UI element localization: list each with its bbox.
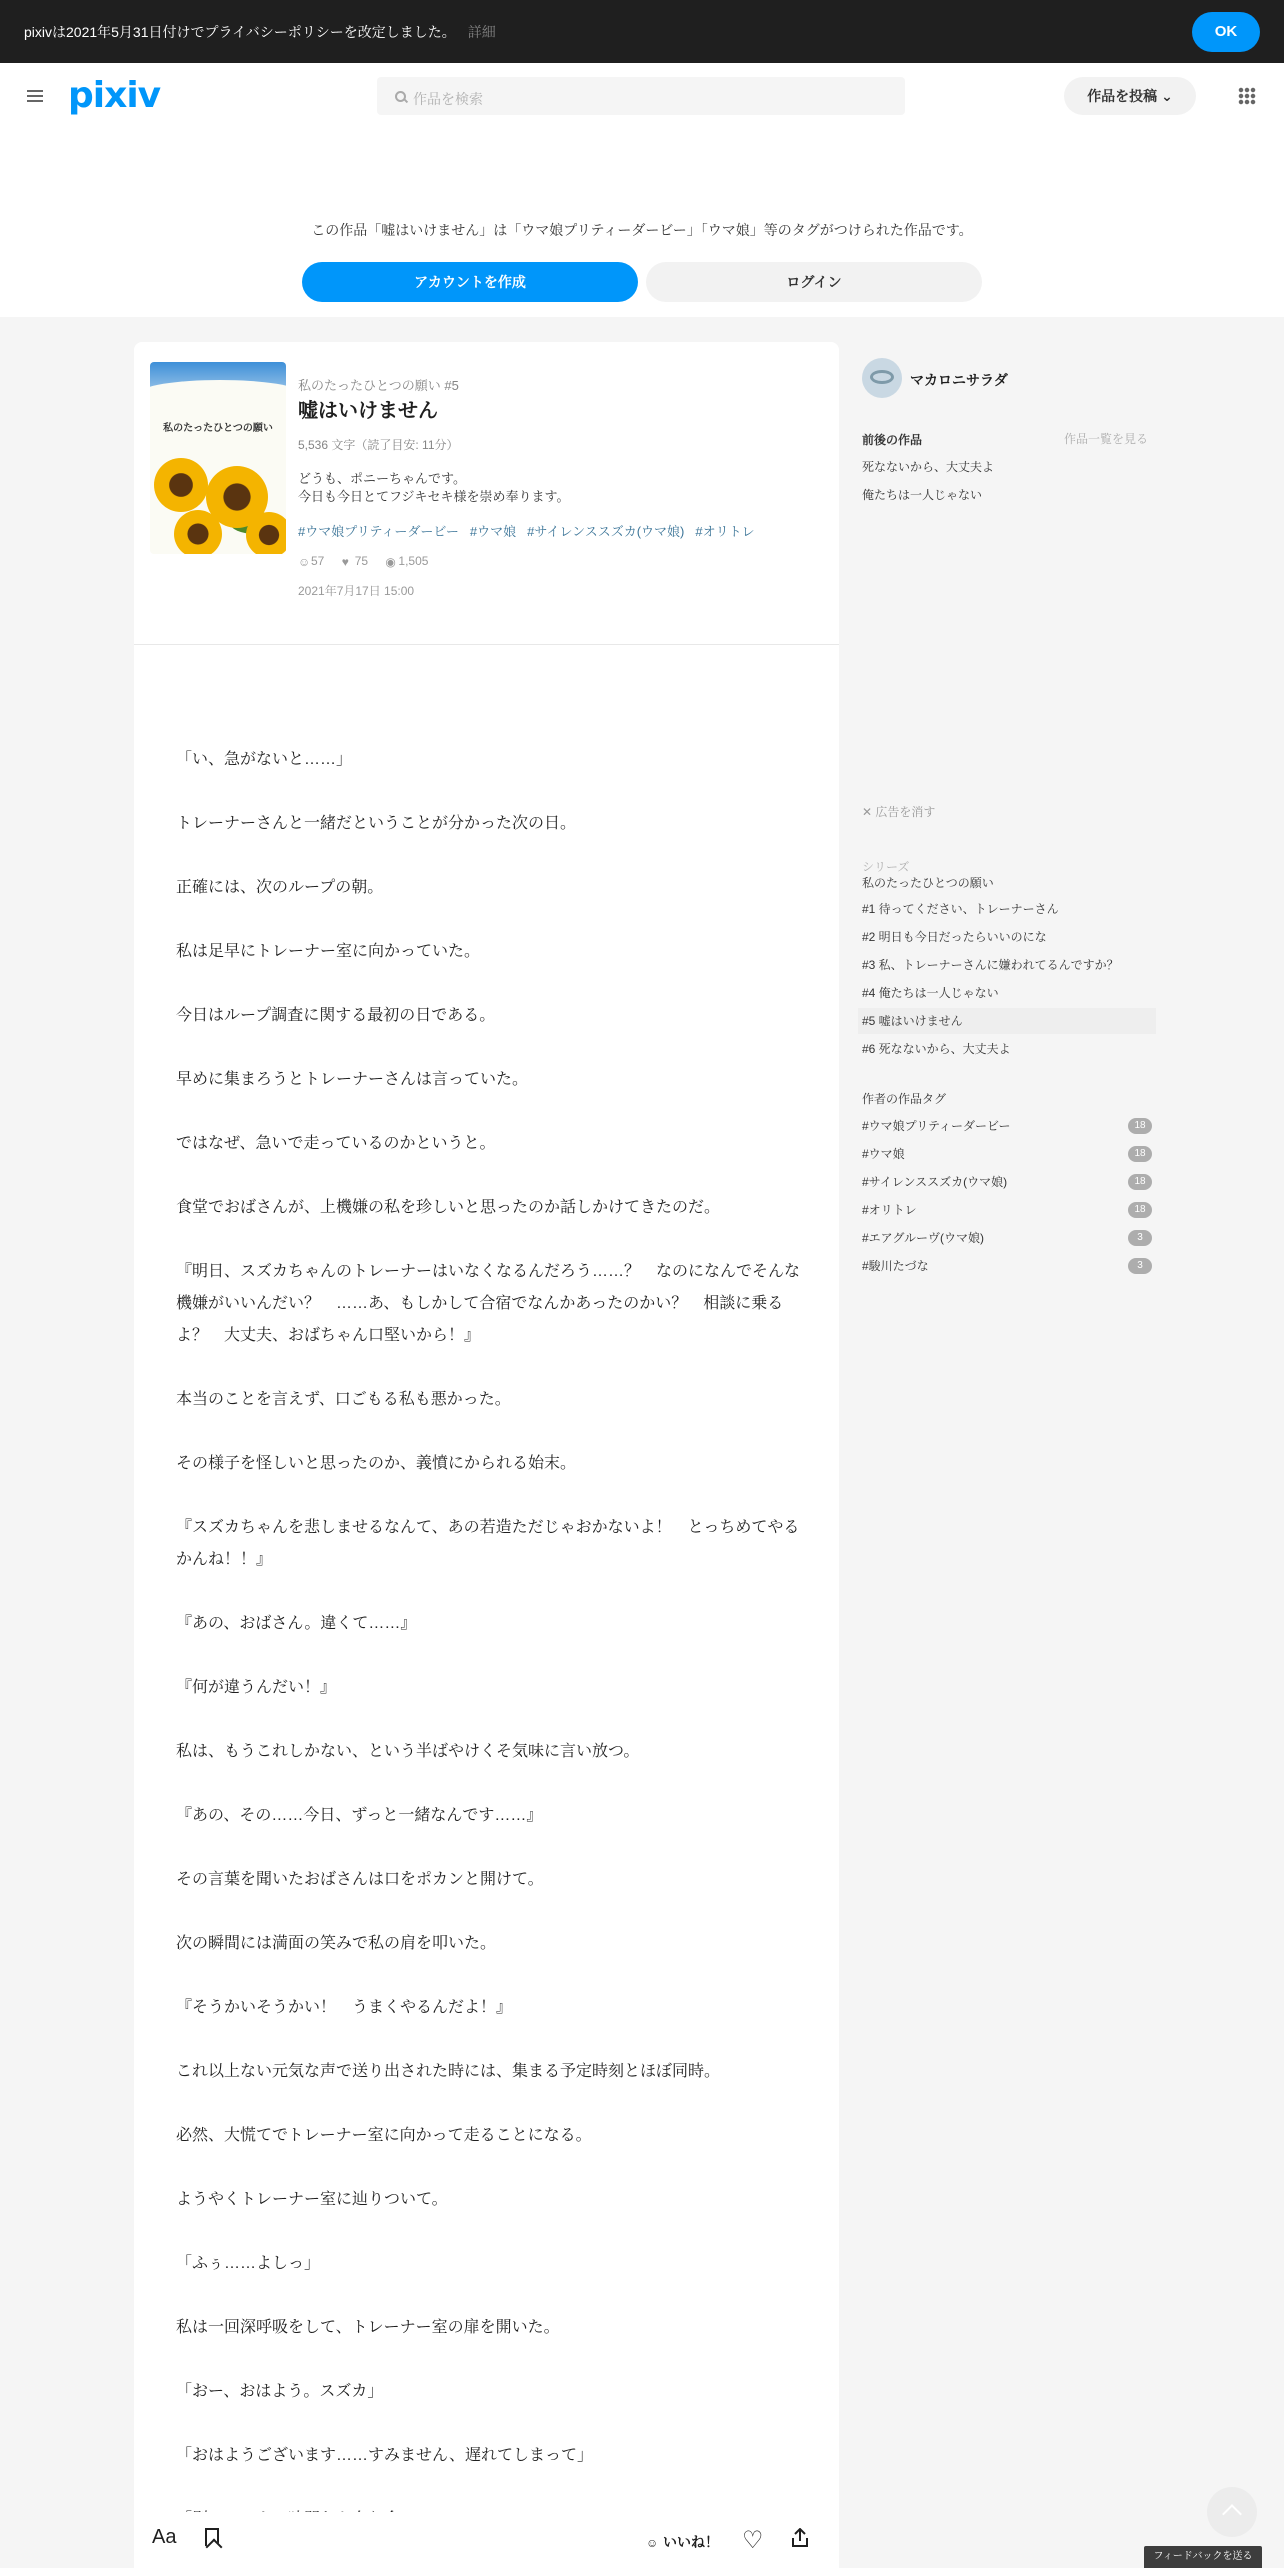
tag-link[interactable]: #オリトレ: [695, 524, 755, 539]
author-tag-row[interactable]: [862, 1173, 1152, 1193]
view-count: [385, 554, 428, 568]
author-tag-row[interactable]: [862, 1201, 1152, 1221]
author-tag-name: #ウマ娘プリティーダービー: [862, 1119, 1011, 1133]
notice-message: pixivは2021年5月31日付けでプライバシーポリシーを改定しました。: [24, 24, 456, 40]
search-input[interactable]: [377, 77, 905, 115]
series-link[interactable]: 私のたったひとつの願い #5: [298, 378, 459, 393]
series-episode[interactable]: #2 明日も今日だったらいいのにな: [862, 930, 1047, 944]
author-tag-name: #ウマ娘: [862, 1147, 905, 1161]
post-date: 2021年7月17日 15:00: [298, 584, 415, 598]
tag-count-badge: 3: [1128, 1258, 1152, 1274]
body-paragraph: 本当のことを言えず、口ごもる私も悪かった。: [176, 1391, 511, 1408]
body-paragraph: 今日はループ調査に関する最初の日である。: [176, 1007, 496, 1024]
series-episode[interactable]: #3 私、トレーナーさんに嫌われてるんですか？: [862, 958, 1119, 972]
author-tags-heading: 作者の作品タグ: [862, 1092, 947, 1106]
word-count: 5,536 文字（読了目安: 11分）: [298, 438, 459, 452]
heart-icon: ♥: [341, 555, 349, 569]
post-work-button[interactable]: [1064, 77, 1196, 115]
body-paragraph: ようやくトレーナー室に辿りついて。: [176, 2191, 448, 2208]
prev-work-link[interactable]: 死なないから、大丈夫よ: [862, 460, 995, 474]
body-paragraph: トレーナーさんと一緒だということが分かった次の日。: [176, 815, 577, 832]
create-account-button[interactable]: アカウントを作成: [302, 262, 638, 302]
body-paragraph: 早めに集まろうとトレーナーさんは言っていた。: [176, 1071, 529, 1088]
view-count-value: 1,505: [398, 554, 429, 568]
body-paragraph: 私は、もうこれしかない、という半ばやけくそ気味に言い放つ。: [176, 1743, 640, 1760]
privacy-notice-text: [24, 22, 496, 42]
cover-title: 私のたったひとつの願い: [163, 423, 273, 434]
series-name-link[interactable]: 私のたったひとつの願い: [862, 876, 994, 890]
body-paragraph: 『スズカちゃんを悲しませるなんて、あの若造ただじゃおかないよ！ とっちめてやるかんね！！』: [176, 1519, 800, 1568]
body-paragraph: 私は足早にトレーナー室に向かっていた。: [176, 943, 481, 960]
author-tag-name: #駿川たづな: [862, 1259, 929, 1273]
login-button[interactable]: ログイン: [646, 262, 982, 302]
like-count-value: 57: [311, 554, 325, 568]
bookmark-count-value: 75: [354, 554, 369, 568]
tag-count-badge: 18: [1128, 1146, 1152, 1162]
novel-cover-image[interactable]: [150, 362, 286, 554]
signup-promo: [0, 129, 1284, 317]
author-tag-row[interactable]: [862, 1117, 1152, 1137]
cover-sunflower: [174, 510, 222, 554]
bookmark-icon[interactable]: [205, 2528, 219, 2546]
search-icon: [395, 91, 406, 102]
tag-count-badge: 3: [1128, 1230, 1152, 1246]
novel-body: [176, 744, 812, 2568]
description-line: どうも、ポニーちゃんです。: [298, 471, 466, 486]
series-label: シリーズ: [862, 860, 910, 874]
scroll-to-top-button[interactable]: [1207, 2487, 1257, 2537]
body-paragraph: 「ふぅ……よしっ」: [176, 2255, 321, 2272]
like-count: [298, 554, 324, 568]
author-tag-name: #オリトレ: [862, 1203, 917, 1217]
body-paragraph: 「おー、おはよう。スズカ」: [176, 2383, 384, 2400]
font-settings-button[interactable]: Aa: [152, 2526, 177, 2548]
heart-icon[interactable]: ♡: [742, 2527, 764, 2554]
author-avatar[interactable]: [862, 358, 902, 398]
novel-description: [298, 470, 569, 506]
apps-grid-icon[interactable]: [1238, 87, 1256, 105]
body-paragraph: 私は一回深呼吸をして、トレーナー室の扉を開いた。: [176, 2319, 560, 2336]
body-paragraph: 食堂でおばさんが、上機嫌の私を珍しいと思ったのか話しかけてきたのだ。: [176, 1199, 721, 1216]
smile-icon: ☺: [298, 555, 311, 569]
author-tag-name: #サイレンススズカ(ウマ娘): [862, 1175, 1008, 1189]
cover-cloud: [150, 380, 286, 406]
body-paragraph: これ以上ない元気な声で送り出された時には、集まる予定時刻とほぼ同時。: [176, 2063, 721, 2080]
tag-link[interactable]: #サイレンススズカ(ウマ娘): [527, 524, 685, 539]
promo-text: この作品「嘘はいけません」は「ウマ娘プリティーダービー」「ウマ娘」等のタグがつけられた作品です。: [311, 222, 973, 238]
bookmark-count: [342, 554, 368, 568]
body-paragraph: 『明日、スズカちゃんのトレーナーはいなくなるんだろう……？ なのになんでそんな機嫌がいいんだい？ ……あ、もしかして合宿でなんかあったのかい？ 相談に乗るよ？ 大丈夫、おばちゃん口堅いから！』: [176, 1263, 801, 1344]
tag-count-badge: 18: [1128, 1202, 1152, 1218]
series-episode[interactable]: #1 待ってください、トレーナーさん: [862, 902, 1059, 916]
prevnext-heading: 前後の作品: [862, 433, 923, 447]
eye-icon: ◉: [385, 555, 396, 569]
author-name[interactable]: マカロニサラダ: [910, 372, 1008, 388]
chevron-down-icon: ⌄: [1161, 88, 1173, 104]
share-icon[interactable]: [791, 2528, 809, 2548]
like-button[interactable]: [646, 2532, 719, 2552]
notice-details-link[interactable]: 詳細: [467, 24, 496, 40]
description-line: 今日も今日とてフジキセキ様を崇め奉ります。: [298, 489, 570, 504]
body-paragraph: 「い、急がないと……」: [176, 751, 353, 768]
cover-sunflower: [154, 458, 208, 512]
author-tag-row[interactable]: [862, 1229, 1152, 1249]
work-stats: [298, 554, 442, 568]
tag-count-badge: 18: [1128, 1118, 1152, 1134]
notice-ok-button[interactable]: OK: [1192, 12, 1260, 52]
body-paragraph: その様子を怪しいと思ったのか、義憤にかられる始末。: [176, 1455, 577, 1472]
body-paragraph: 必然、大慌てでトレーナー室に向かって走ることになる。: [176, 2127, 592, 2144]
series-episode[interactable]: #6 死なないから、大丈夫よ: [862, 1042, 1011, 1056]
pixiv-logo[interactable]: pixiv: [68, 75, 161, 116]
novel-main: [134, 342, 839, 2568]
author-tag-row[interactable]: [862, 1145, 1152, 1165]
novel-title: 嘘はいけません: [298, 400, 438, 422]
site-header: [0, 63, 1284, 129]
header-divider: [134, 644, 839, 645]
work-list-link[interactable]: 作品一覧を見る: [1064, 432, 1149, 446]
body-paragraph: 『あの、おばさん。違くて……』: [176, 1615, 417, 1632]
tag-count-badge: 18: [1128, 1174, 1152, 1190]
author-tag-name: #エアグルーヴ(ウマ娘): [862, 1231, 984, 1245]
next-work-link[interactable]: 俺たちは一人じゃない: [862, 488, 983, 502]
privacy-notice-bar: [0, 0, 1284, 63]
tag-link[interactable]: #ウマ娘: [469, 524, 517, 539]
series-episode-current[interactable]: #5 嘘はいけません: [858, 1008, 1156, 1034]
cover-sunflower: [246, 512, 286, 554]
body-paragraph: 次の瞬間には満面の笑みで私の肩を叩いた。: [176, 1935, 497, 1952]
like-label: いいね！: [663, 2534, 719, 2550]
hide-ad-button[interactable]: ✕ 広告を消す: [862, 805, 936, 819]
author-tag-row[interactable]: [862, 1257, 1152, 1277]
body-paragraph: 「おはようございます……すみません、遅れてしまって」: [176, 2447, 593, 2464]
hamburger-menu-icon[interactable]: [27, 90, 43, 102]
body-paragraph: 『あの、その……今日、ずっと一緒なんです……』: [176, 1807, 543, 1824]
tag-list: [298, 521, 766, 540]
body-paragraph: 『そうかいそうかい！ うまくやるんだよ！』: [176, 1999, 513, 2016]
reader-toolbar: [134, 2512, 839, 2568]
search-placeholder: 作品を検索: [413, 91, 483, 107]
smile-icon: ☺: [646, 2536, 659, 2550]
body-paragraph: 正確には、次のループの朝。: [176, 879, 384, 896]
body-paragraph: 『何が違うんだい！』: [176, 1679, 337, 1696]
post-work-label: 作品を投稿: [1087, 88, 1158, 104]
avatar-face: [870, 370, 894, 384]
feedback-button[interactable]: フィードバックを送る: [1144, 2546, 1262, 2568]
body-paragraph: ではなぜ、急いで走っているのかというと。: [176, 1135, 496, 1152]
series-episode[interactable]: #4 俺たちは一人じゃない: [862, 986, 999, 1000]
body-paragraph: その言葉を聞いたおばさんは口をポカンと開けて。: [176, 1871, 544, 1888]
tag-link[interactable]: #ウマ娘プリティーダービー: [298, 524, 459, 539]
